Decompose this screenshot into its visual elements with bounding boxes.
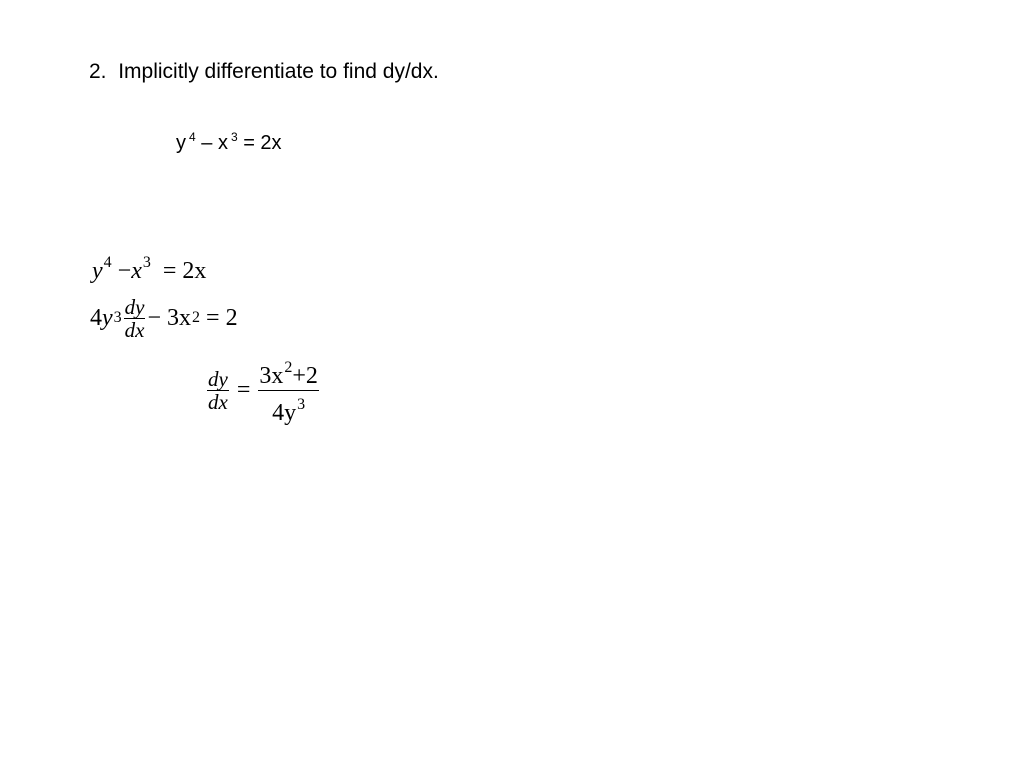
line1-equals: =	[162, 258, 177, 284]
line3-derivative-fraction	[207, 368, 229, 413]
line2-minus: −	[147, 304, 162, 331]
line3-num-exponent: 2	[284, 358, 293, 376]
given-minus: –	[201, 132, 213, 154]
solution-line-2	[90, 293, 238, 343]
line3-den-exponent: 3	[297, 395, 306, 413]
line2-term-exponent: 2	[192, 309, 201, 326]
solution-line-1	[92, 254, 206, 285]
line3-dx: dx	[208, 389, 228, 414]
line3-result-fraction	[258, 354, 319, 427]
given-equation	[176, 130, 282, 155]
line3-numerator	[258, 354, 319, 391]
line1-x-exponent: 3	[142, 254, 151, 271]
line2-y-exponent: 3	[113, 309, 122, 326]
line2-derivative-fraction	[124, 296, 146, 341]
line1-minus: −	[117, 258, 132, 284]
line2-coef: 4	[90, 304, 102, 331]
line3-equals: =	[236, 376, 251, 403]
given-rhs: = 2x	[243, 132, 282, 154]
line2-rhs: 2	[225, 304, 238, 331]
given-x: x	[217, 132, 228, 154]
problem-number: 2.	[89, 60, 107, 83]
line1-y-exponent: 4	[103, 254, 112, 271]
given-y: y	[176, 132, 186, 154]
line3-num-a: 3x	[259, 362, 284, 389]
solution-line-3	[205, 358, 321, 426]
line2-y: y	[102, 304, 113, 331]
line3-num-b: +2	[292, 362, 318, 389]
line3-denominator	[271, 391, 306, 427]
problem-statement	[89, 60, 439, 84]
line3-dy: dy	[208, 366, 228, 391]
line2-dy: dy	[124, 294, 145, 319]
line1-rhs: 2x	[182, 258, 207, 284]
line2-equals: =	[206, 304, 220, 331]
line3-den-a: 4y	[272, 399, 297, 426]
line2-term: 3x	[167, 304, 192, 331]
given-y-exponent: 4	[189, 130, 196, 144]
problem-text: Implicitly differentiate to find dy/dx.	[118, 60, 439, 83]
given-x-exponent: 3	[230, 130, 238, 144]
line1-x: x	[131, 258, 142, 284]
line2-dx: dx	[124, 317, 145, 342]
line1-y: y	[92, 258, 103, 284]
